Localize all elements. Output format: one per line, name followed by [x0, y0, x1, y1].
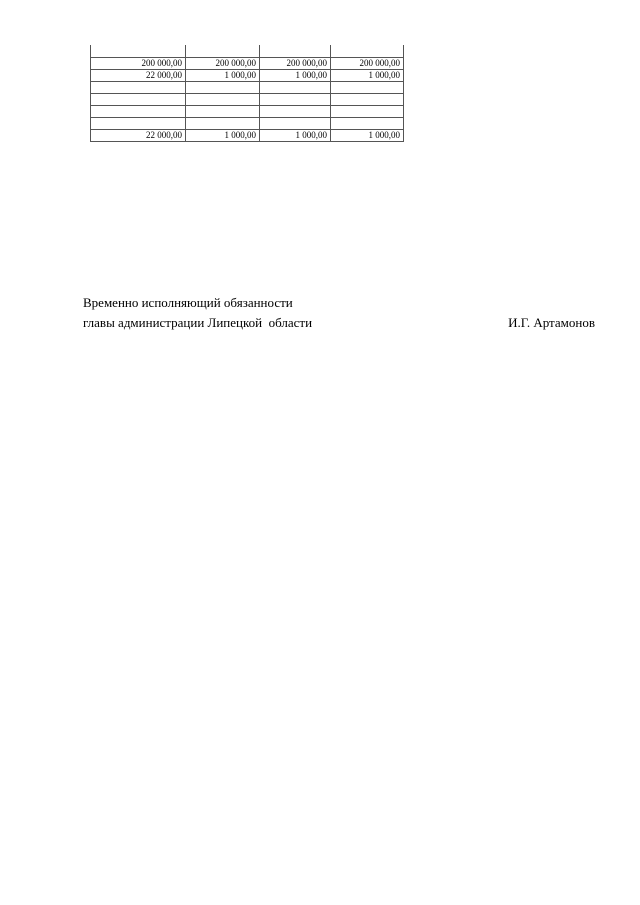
- table-cell: [331, 106, 404, 118]
- table-cell: 200 000,00: [260, 58, 331, 70]
- table-cell: [260, 94, 331, 106]
- table-cell: 1 000,00: [331, 130, 404, 142]
- table-cell: [331, 118, 404, 130]
- signatory-position-continued: главы администрации Липецкой области: [83, 315, 313, 330]
- table-cell: 200 000,00: [91, 58, 186, 70]
- table-cell: 22 000,00: [91, 130, 186, 142]
- table-cell: 1 000,00: [331, 70, 404, 82]
- table-cell: 1 000,00: [260, 130, 331, 142]
- table-row: [91, 118, 404, 130]
- table-cell: [91, 94, 186, 106]
- signatory-position: Временно исполняющий обязанности: [83, 295, 293, 310]
- table-cell: [331, 82, 404, 94]
- table-cell: [186, 94, 260, 106]
- signatory-name: И.Г. Артамонов: [508, 315, 595, 330]
- table-cell: [91, 82, 186, 94]
- table-row: [91, 70, 404, 82]
- table-cell: 1 000,00: [186, 130, 260, 142]
- budget-table: [90, 45, 404, 142]
- table-cell: 200 000,00: [331, 58, 404, 70]
- signature-line-1: [83, 293, 595, 313]
- table-cell: [186, 118, 260, 130]
- table-cell: [260, 82, 331, 94]
- table-row: [91, 58, 404, 70]
- table-cell: 1 000,00: [186, 70, 260, 82]
- signature-line-2: [83, 313, 595, 333]
- table-cell: 22 000,00: [91, 70, 186, 82]
- table-cell: [186, 45, 260, 58]
- table-row: [91, 130, 404, 142]
- table-cell: [91, 106, 186, 118]
- table-cell: 1 000,00: [260, 70, 331, 82]
- table-cell: [186, 106, 260, 118]
- table-cell: [331, 94, 404, 106]
- table-row: [91, 106, 404, 118]
- table-cell: [91, 118, 186, 130]
- signature-block: [83, 293, 595, 333]
- table-cell: [260, 118, 331, 130]
- table-row: [91, 82, 404, 94]
- table-cell: [186, 82, 260, 94]
- table-cell: [331, 45, 404, 58]
- table-cell: [260, 45, 331, 58]
- table-cell: [91, 45, 186, 58]
- table-row: [91, 45, 404, 58]
- table-cell: [260, 106, 331, 118]
- table-row: [91, 94, 404, 106]
- table-cell: 200 000,00: [186, 58, 260, 70]
